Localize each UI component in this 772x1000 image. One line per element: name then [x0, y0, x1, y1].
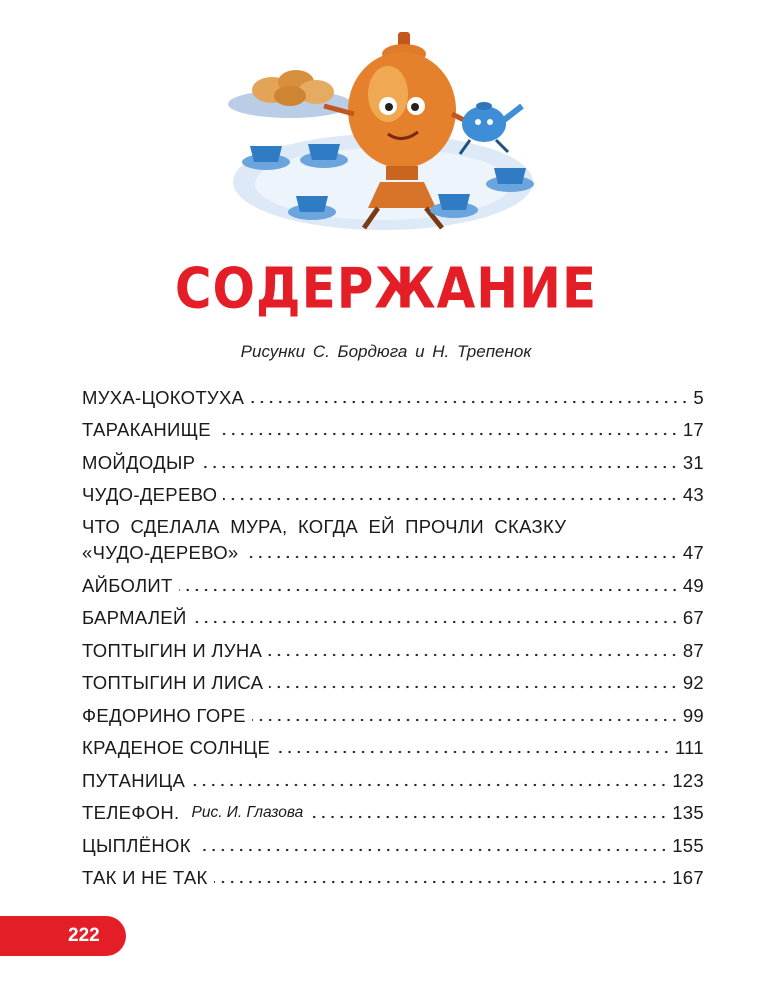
toc-entry-title: ТАРАКАНИЩЕ — [82, 419, 211, 440]
leader-dots — [269, 685, 678, 689]
toc-entry[interactable] — [82, 824, 704, 857]
toc-entry-page: 111 — [674, 737, 704, 758]
toc-entry-page: 5 — [693, 386, 704, 408]
toc-entry[interactable] — [82, 727, 704, 760]
toc-entry-page: 123 — [672, 769, 704, 791]
leader-dots — [179, 588, 679, 592]
toc-entry-title: ПУТАНИЦА — [82, 769, 186, 791]
leader-dots — [201, 465, 679, 469]
leader-dots — [252, 718, 679, 722]
toc-entry[interactable] — [82, 597, 704, 630]
samovar-tea-party-illustration — [228, 22, 538, 252]
page-title: СОДЕРЖАНИЕ — [174, 256, 598, 321]
toc-entry-page: 49 — [682, 574, 704, 596]
toc-entry-title: ЦЫПЛЁНОК — [82, 834, 191, 856]
toc-entry-title: КРАДЕНОЕ СОЛНЦЕ — [82, 737, 271, 758]
leader-dots — [214, 880, 669, 884]
page-number-tab — [0, 916, 126, 956]
toc-entry-page: 87 — [682, 639, 704, 661]
leader-dots — [244, 555, 678, 559]
toc-entry[interactable] — [82, 474, 704, 507]
toc-entry-page: 47 — [682, 542, 704, 563]
toc-entry[interactable] — [82, 629, 704, 662]
toc-entry[interactable] — [82, 409, 704, 442]
leader-dots — [191, 783, 668, 787]
leader-dots — [276, 750, 671, 754]
toc-entry-title-line2: «ЧУДО-ДЕРЕВО» — [82, 542, 239, 563]
toc-entry-title: ФЕДОРИНО ГОРЕ — [82, 704, 246, 726]
toc-entry-title: МУХА-ЦОКОТУХА — [82, 386, 245, 408]
leader-dots — [217, 432, 679, 436]
leader-dots — [250, 400, 689, 404]
toc-entry[interactable] — [82, 506, 704, 564]
page-number: 222 — [68, 925, 100, 946]
toc-entry-page: 17 — [682, 419, 704, 440]
toc-entry-title-line1: ЧТО СДЕЛАЛА МУРА, КОГДА ЕЙ ПРОЧЛИ СКАЗКУ — [82, 516, 567, 537]
toc-entry-page: 99 — [682, 704, 704, 726]
leader-dots — [268, 653, 679, 657]
table-of-contents — [82, 376, 704, 889]
toc-entry-title: ТАК И НЕ ТАК — [82, 867, 208, 888]
toc-entry[interactable] — [82, 694, 704, 727]
toc-entry-page: 43 — [682, 484, 704, 505]
leader-dots — [193, 620, 679, 624]
toc-entry[interactable] — [82, 759, 704, 792]
toc-entry-page: 135 — [672, 802, 704, 823]
toc-entry[interactable] — [82, 857, 704, 890]
toc-entry[interactable] — [82, 376, 704, 409]
toc-entry[interactable] — [82, 441, 704, 474]
toc-entry-title: БАРМАЛЕЙ — [82, 607, 187, 628]
toc-entry-title: ТОПТЫГИН И ЛУНА — [82, 639, 263, 661]
toc-entry-title: ТЕЛЕФОН. — [82, 802, 180, 823]
toc-entry[interactable] — [82, 564, 704, 597]
toc-entry-title: ЧУДО-ДЕРЕВО — [82, 484, 218, 505]
leader-dots — [197, 848, 668, 852]
toc-entry-page: 67 — [682, 607, 704, 628]
leader-dots — [223, 497, 679, 501]
toc-entry-credit: Рис. И. Глазова — [191, 804, 304, 821]
toc-entry-title: МОЙДОДЫР — [82, 451, 196, 473]
illustration-credit: Рисунки С. Бордюга и Н. Трепенок — [240, 342, 532, 361]
toc-entry[interactable] — [82, 792, 704, 825]
toc-entry-page: 31 — [682, 451, 704, 473]
toc-entry-title: ТОПТЫГИН И ЛИСА — [82, 672, 264, 693]
toc-entry-page: 155 — [672, 834, 704, 856]
toc-entry[interactable] — [82, 662, 704, 695]
toc-entry-page: 92 — [682, 672, 704, 693]
leader-dots — [309, 815, 668, 819]
toc-entry-page: 167 — [672, 867, 704, 888]
toc-entry-title: АЙБОЛИТ — [82, 574, 173, 596]
